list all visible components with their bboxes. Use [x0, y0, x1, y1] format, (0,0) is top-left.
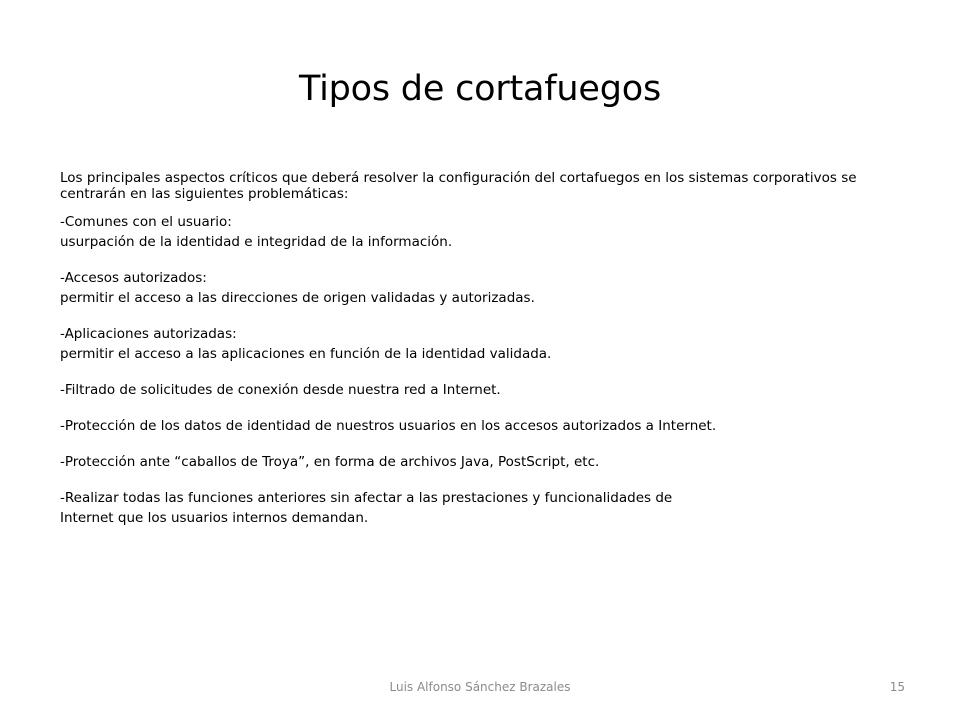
slide-body [60, 170, 902, 528]
item-3-heading: -Aplicaciones autorizadas: [60, 326, 237, 342]
intro-paragraph: Los principales aspectos críticos que deberá resolver la configuración del cortafuegos en los sistemas corporativos se centrarán en las siguientes problemáticas: [60, 170, 857, 202]
footer-page-number: 15 [889, 680, 905, 694]
item-7-detail: Internet que los usuarios internos demandan. [60, 510, 369, 526]
item-1-heading: -Comunes con el usuario: [60, 214, 232, 230]
slide-title: Tipos de cortafuegos [298, 69, 661, 109]
item-3-detail: permitir el acceso a las aplicaciones en función de la identidad validada. [60, 346, 552, 362]
item-2-detail: permitir el acceso a las direcciones de origen validadas y autorizadas. [60, 290, 535, 306]
item-1-detail: usurpación de la identidad e integridad de la información. [60, 234, 453, 250]
item-2-heading: -Accesos autorizados: [60, 270, 207, 286]
item-7-heading: -Realizar todas las funciones anteriores sin afectar a las prestaciones y funcionalidades de [60, 490, 673, 506]
item-6-text: -Protección ante “caballos de Troya”, en forma de archivos Java, PostScript, etc. [60, 454, 600, 470]
footer-author: Luis Alfonso Sánchez Brazales [389, 680, 571, 694]
item-5-text: -Protección de los datos de identidad de nuestros usuarios en los accesos autorizados a Internet. [60, 418, 717, 434]
item-4-text: -Filtrado de solicitudes de conexión desde nuestra red a Internet. [60, 382, 501, 398]
